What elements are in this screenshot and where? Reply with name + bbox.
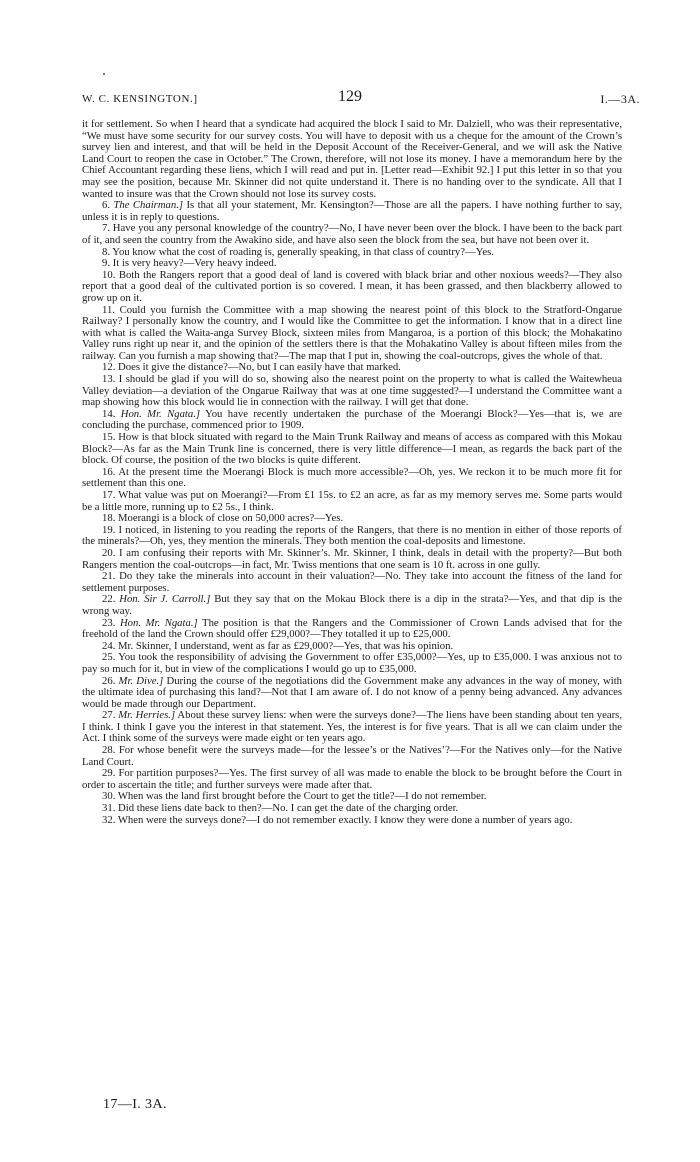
- question-number: 24.: [102, 639, 116, 652]
- question-text: About these survey liens: when were the surveys done?—The liens have been standing about ten years, I think. I think I gave you the interest in that statement. Yes, the interest is for five years. That is all we can claim under the Act. I think some of the surveys were made eight or ten years ago.: [82, 709, 622, 745]
- question-number: 8.: [102, 245, 111, 258]
- question-text: Could you furnish the Committee with a map showing the nearest point of this block to the Stratford-Ongarue Railway? I personally know the country, and I would like the Committee to get the information. I know that in a direct line with what is called the Waita-anga Survey Block, sixteen miles from Mangaroa, is a portion of this block; the Mohakatino Valley runs right up near it, and the opinion of the settlers there is that the Mohakatino Valley is about fifteen miles from the railway. Can you furnish a map showing that?—The map that I put in, showing the coal-outcrops, gives the whole of that.: [82, 303, 623, 362]
- question-number: 13.: [102, 373, 116, 386]
- question-text: During the course of the negotiations did the Government make any advances in the way of money, with the ultimate idea of purchasing this land?—Not that I am aware of. I do not know of a penny being advanced. Any advances would be made through our Department.: [82, 674, 623, 710]
- question-23: [82, 618, 622, 641]
- question-number: 21.: [102, 570, 116, 583]
- question-21: [82, 571, 622, 594]
- question-number: 32.: [102, 813, 116, 826]
- question-text: It is very heavy?—Very heavy indeed.: [112, 257, 277, 270]
- question-14: [82, 409, 622, 432]
- question-text: You took the responsibility of advising the Government to offer £35,000?—Yes, up to £35,000. I was anxious not to pay so much for it, but in view of the complications I would go up to £35,000.: [82, 651, 622, 675]
- question-text: When was the land first brought before the Court to get the title?—I do not remember.: [117, 790, 487, 803]
- question-11: [82, 305, 622, 363]
- question-text: But they say that on the Mokau Block there is a dip in the strata?—Yes, and that dip is the wrong way.: [82, 593, 623, 617]
- header-paper-reference: I.—3A.: [600, 92, 640, 106]
- question-number: 23.: [102, 616, 116, 629]
- paragraph-text: it for settlement. So when I heard that a syndicate had acquired the block I said to Mr. Dalziell, who was their representative, “We must have some security for our survey costs. You will have to deposit with us a cheque for the amount of the Crown’s survey lien and interest, and that will be held in the Deposit Account of the Receiver-General, and we will ask the Native Land Court to reopen the case in October.” The Crown, therefore, will not lose its money. I have a memorandum here by the Chief Accountant regarding these liens, which I will read and put in. [Letter read—Exhibit 92.] I put this letter in so that you may see the position, because Mr. Skinner did not quite understand it. There is no handing over to the syndicate. All that I wanted to insure was that the Crown should not lose its survey costs.: [82, 118, 622, 200]
- question-29: [82, 768, 622, 791]
- question-number: 12.: [102, 361, 116, 374]
- header-witness-name: W. C. KENSINGTON.]: [82, 93, 198, 105]
- question-text: Is that all your statement, Mr. Kensington?—Those are all the papers. I have nothing further to say, unless it is in reply to questions.: [82, 199, 623, 223]
- question-text: How is that block situated with regard to the Main Trunk Railway and means of access as compared with this Mokau Block?—As far as the Main Trunk line is concerned, there is very little difference—I mean, as regards the back part of the block. Of course, the position of the two blocks is quite different.: [82, 431, 622, 467]
- question-20: [82, 548, 622, 571]
- question-number: 27.: [102, 709, 116, 722]
- page-number: 129: [338, 88, 362, 105]
- speaker: Mr. Dive.]: [118, 674, 164, 687]
- question-text: Do they take the minerals into account in their valuation?—No. They take into account the fitness of the land for settlement purposes.: [82, 570, 622, 594]
- question-22: [82, 594, 622, 617]
- question-number: 16.: [102, 465, 116, 478]
- running-header: [60, 88, 640, 110]
- question-32: [82, 815, 622, 827]
- question-text: For partition purposes?—Yes. The first survey of all was made to enable the block to be brought before the Court in order to ascertain the title; and further surveys were made after that.: [82, 767, 622, 791]
- question-text: I noticed, in listening to you reading the reports of the Rangers, that there is no mention in either of those reports of the minerals?—Oh, yes, they mention the minerals. They both mention the coal-deposits and limestone.: [82, 523, 622, 548]
- question-number: 28.: [102, 744, 116, 757]
- question-number: 15.: [102, 431, 116, 444]
- question-text: What value was put on Moerangi?—From £1 15s. to £2 an acre, as far as my memory serves me. Some parts would be a little more, running up to £2 5s., I think.: [82, 489, 622, 513]
- speaker: Hon. Mr. Ngata.]: [119, 616, 198, 629]
- question-text: I am confusing their reports with Mr. Skinner’s. Mr. Skinner, I think, deals in detail with the property?—But both Rangers mention the coal-outcrops—in fact, Mr. Twiss mentions that one seam is 10 ft. across in one gully.: [82, 546, 622, 571]
- question-27: [82, 710, 622, 745]
- paragraph-intro: [82, 119, 622, 200]
- question-text: You know what the cost of roading is, generally speaking, in that class of country?—Yes.: [112, 245, 494, 258]
- question-number: 22.: [102, 593, 116, 606]
- question-17: [82, 490, 622, 513]
- question-text: The position is that the Rangers and the Commissioner of Crown Lands advised that for the freehold of the land the Crown should offer £29,000?—They totalled it up to £25,000.: [82, 616, 623, 641]
- question-number: 20.: [102, 546, 116, 559]
- footer-signature: 17—I. 3A.: [103, 1097, 167, 1112]
- question-number: 26.: [102, 674, 116, 687]
- question-number: 17.: [102, 489, 116, 501]
- question-text: Have you any personal knowledge of the country?—No, I have never been over the block. I have been to the back part of it, and seen the country from the Awakino side, and have also seen the block from the sea, but have not been over it.: [82, 222, 623, 246]
- question-text: Both the Rangers report that a good deal of land is covered with black briar and other noxious weeds?—They also report that a good deal of the cultivated portion is so covered. I mean, it has been grassed, and then blackberry allowed to grow up on it.: [82, 268, 623, 304]
- question-number: 7.: [102, 222, 111, 235]
- question-25: [82, 652, 622, 675]
- question-text: At the present time the Moerangi Block is much more accessible?—Oh, yes. We reckon it to be much more fit for settlement than this one.: [82, 465, 622, 490]
- question-text: Did these liens date back to then?—No. I can get the date of the charging order.: [118, 802, 459, 815]
- question-13: [82, 374, 622, 409]
- question-text: I should be glad if you will do so, showing also the nearest point on the property to what is called the Waitewheua Valley deviation—a deviation of the Ongarue Railway that was at one time suggested?—I understand the Committee want a map showing how this block would lie in connection with the railway. I will get that done.: [82, 373, 623, 409]
- question-6: [82, 200, 622, 223]
- question-15: [82, 432, 622, 467]
- page-speck: [103, 73, 105, 75]
- question-text: Moerangi is a block of close on 50,000 acres?—Yes.: [118, 512, 344, 525]
- question-number: 10.: [102, 268, 116, 281]
- question-16: [82, 467, 622, 490]
- question-text: Mr. Skinner, I understand, went as far as £29,000?—Yes, that was his opinion.: [118, 639, 454, 652]
- question-number: 29.: [102, 767, 116, 780]
- question-10: [82, 270, 622, 305]
- question-number: 19.: [102, 523, 116, 536]
- question-number: 18.: [102, 512, 116, 525]
- question-number: 30.: [102, 790, 116, 803]
- question-number: 6.: [102, 199, 111, 212]
- question-number: 11.: [102, 303, 115, 316]
- speaker: The Chairman.]: [113, 199, 184, 212]
- speaker: Mr. Herries.]: [118, 709, 176, 722]
- question-number: 9.: [102, 257, 111, 270]
- question-19: [82, 525, 622, 548]
- speaker: Hon. Mr. Ngata.]: [120, 407, 201, 420]
- question-text: Does it give the distance?—No, but I can easily have that marked.: [118, 361, 401, 374]
- evidence-body: [82, 119, 622, 826]
- question-number: 31.: [102, 802, 116, 815]
- question-26: [82, 676, 622, 711]
- question-number: 14.: [102, 407, 116, 420]
- question-text: For whose benefit were the surveys made—for the lessee’s or the Natives’?—For the Natives only—for the Native Land Court.: [82, 744, 623, 768]
- question-text: When were the surveys done?—I do not remember exactly. I know they were done a number of years ago.: [117, 813, 573, 826]
- question-text: You have recently undertaken the purchase of the Moerangi Block?—Yes—that is, we are concluding the purchase, commenced prior to 1909.: [82, 407, 623, 432]
- question-28: [82, 745, 622, 768]
- question-number: 25.: [102, 651, 116, 664]
- speaker: Hon. Sir J. Carroll.]: [119, 593, 211, 606]
- question-7: [82, 223, 622, 246]
